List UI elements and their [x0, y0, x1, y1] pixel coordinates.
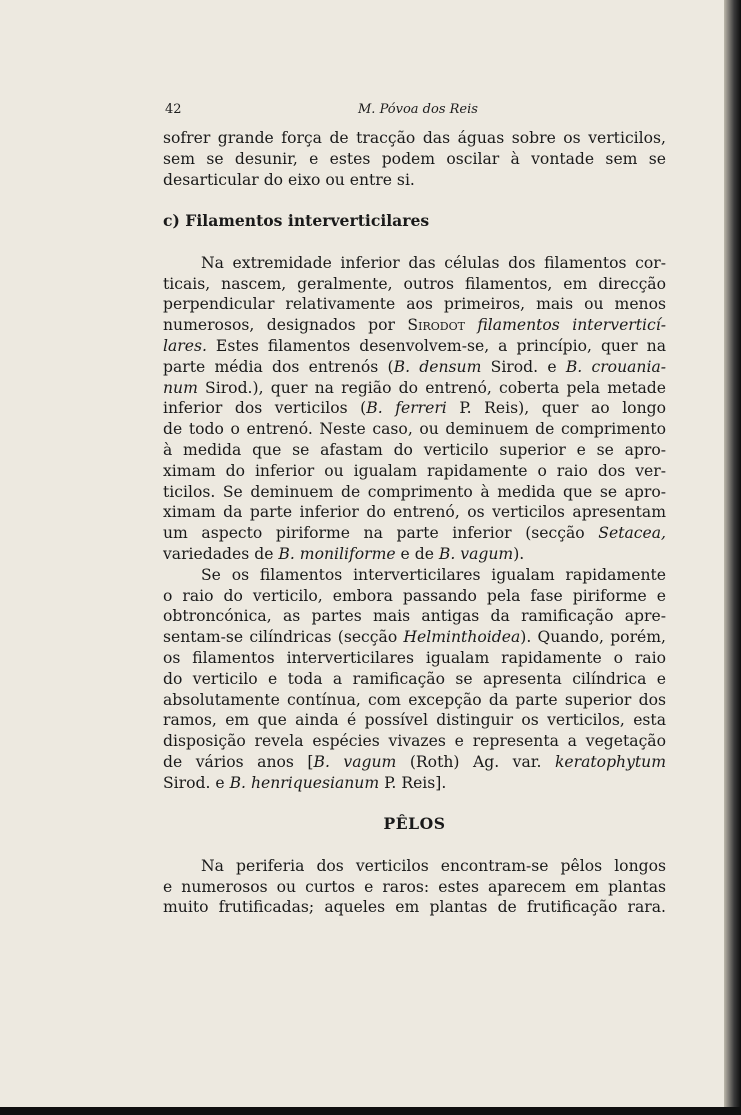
author-name: Sirodot [407, 316, 465, 335]
text-line: lares. Estes filamentos desenvolvem-se, a princípio, quer na [163, 336, 666, 355]
text-line: muito frutificadas; aqueles em plantas de frutificação rara. [163, 898, 666, 917]
text-line: Sirod. e B. henriquesianum P. Reis]. [163, 773, 447, 792]
text-line: Na periferia dos verticilos encontram-se pêlos longos [201, 856, 666, 875]
text-line: ramos, em que ainda é possível distinguir os verticilos, esta [163, 711, 666, 730]
page-edge-shadow [724, 0, 741, 1115]
text-line: sofrer grande força de tracção das águas sobre os verticilos, [163, 129, 666, 147]
text-line: o raio do verticilo, embora passando pela fase piriforme e [163, 586, 666, 605]
text-line: num Sirod.), quer na região do entrenó, coberta pela metade [163, 378, 666, 397]
text-line: numerosos, designados por Sirodot filamentos interverticí- [163, 316, 666, 335]
page-number: 42 [165, 102, 182, 117]
text-line: ticais, nascem, geralmente, outros filamentos, em direcção [163, 274, 666, 293]
text-line: de todo o entrenó. Neste caso, ou deminuem de comprimento [163, 420, 666, 439]
body-text [163, 128, 666, 918]
text-line: desarticular do eixo ou entre si. [163, 170, 415, 189]
text-line: do verticilo e toda a ramificação se apresenta cilíndrica e [163, 669, 666, 688]
text-line: absolutamente contínua, com excepção da parte superior dos [163, 690, 666, 709]
text-line: obtroncónica, as partes mais antigas da ramificação apre- [163, 607, 666, 626]
text-line: variedades de B. moniliforme e de B. vagum). [163, 544, 525, 563]
text-line: sentam-se cilíndricas (secção Helminthoidea). Quando, porém, [163, 628, 667, 647]
text-line: ximam da parte inferior do entrenó, os verticilos apresentam [163, 503, 666, 522]
subheading: c) Filamentos interverticilares [163, 211, 430, 231]
text-line: de vários anos [B. vagum (Roth) Ag. var. keratophytum [163, 752, 666, 771]
text-line: os filamentos interverticilares igualam rapidamente o raio [163, 648, 666, 667]
text-line: disposição revela espécies vivazes e representa a vegetação [163, 732, 666, 751]
text-line: ximam do inferior ou igualam rapidamente o raio dos ver- [163, 461, 666, 480]
text-line: perpendicular relativamente aos primeiros, mais ou menos [163, 295, 666, 314]
text-line: sem se desunir, e estes podem oscilar à vontade sem se [163, 149, 666, 168]
text-line: Na extremidade inferior das células dos filamentos cor- [201, 253, 666, 272]
text-line: Se os filamentos interverticilares igualam rapidamente [201, 565, 666, 584]
text-line: e numerosos ou curtos e raros: estes aparecem em plantas [163, 877, 666, 896]
text-line: inferior dos verticilos (B. ferreri P. Reis), quer ao longo [163, 399, 666, 418]
page-bottom-shadow [0, 1107, 741, 1115]
section-heading: PÊLOS [383, 814, 446, 834]
text-line: ticilos. Se deminuem de comprimento à medida que se apro- [163, 482, 666, 501]
running-title: M. Póvoa dos Reis [358, 102, 478, 117]
text-line: um aspecto piriforme na parte inferior (secção Setacea, [163, 524, 666, 543]
text-line: à medida que se afastam do verticilo superior e se apro- [163, 440, 666, 459]
text-line: parte média dos entrenós (B. densum Sirod. e B. crouania- [163, 357, 667, 376]
page-header [163, 102, 666, 120]
